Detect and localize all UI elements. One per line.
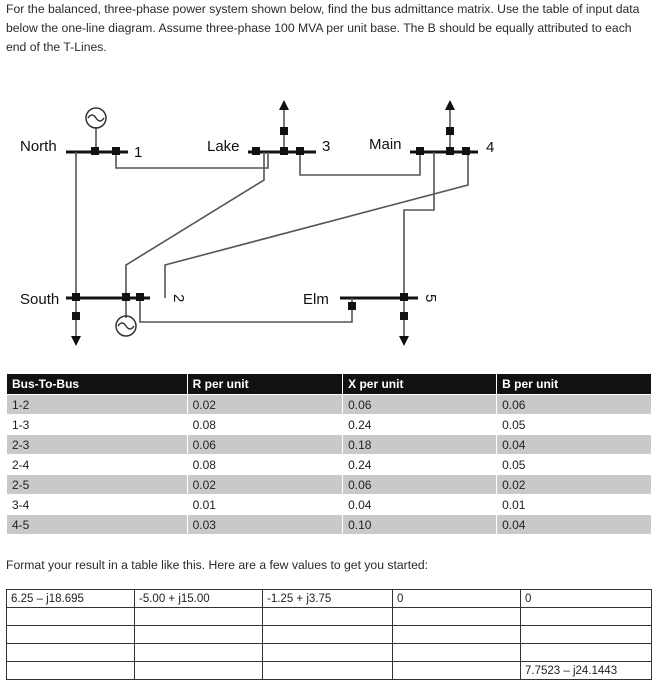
cell: 1-2 (7, 395, 187, 415)
col-header: R per unit (187, 374, 343, 395)
cell (7, 626, 135, 644)
cell: 0.05 (497, 415, 651, 435)
cell (7, 662, 135, 680)
table-row (7, 455, 651, 475)
cell: 0.04 (497, 515, 651, 535)
cell (393, 608, 521, 626)
cell (393, 626, 521, 644)
cell: 0.02 (187, 475, 343, 495)
cell (521, 608, 652, 626)
generator-north-icon (86, 108, 106, 128)
line-data-table (7, 374, 651, 534)
cell: 0.10 (343, 515, 497, 535)
bus-label-lake: Lake (207, 138, 240, 155)
table-row (7, 495, 651, 515)
cell: 4-5 (7, 515, 187, 535)
bus-label-main: Main (369, 136, 402, 153)
bus-label-south: South (20, 291, 60, 308)
cell: 3-4 (7, 495, 187, 515)
table-row (7, 662, 652, 680)
cell (393, 644, 521, 662)
cell (7, 608, 135, 626)
cell: 0.06 (343, 475, 497, 495)
generator-south-icon (116, 316, 136, 336)
cell: -5.00 + j15.00 (135, 590, 263, 608)
cell: 1-3 (7, 415, 187, 435)
format-note: Format your result in a table like this. Here are a few values to get you started: (6, 558, 429, 572)
cell: 0.01 (187, 495, 343, 515)
cell: 2-5 (7, 475, 187, 495)
cell: 0.24 (343, 415, 497, 435)
col-header: X per unit (343, 374, 497, 395)
bus-label-5: 5 (422, 294, 439, 303)
cell (7, 644, 135, 662)
cell: 0 (393, 590, 521, 608)
cell: 0.08 (187, 415, 343, 435)
cell: 0.18 (343, 435, 497, 455)
cell (393, 662, 521, 680)
cell: -1.25 + j3.75 (263, 590, 393, 608)
bus-label-elm: Elm (303, 291, 329, 308)
cell: 0.02 (497, 475, 651, 495)
cell (263, 626, 393, 644)
table-row (7, 435, 651, 455)
cell: 0.08 (187, 455, 343, 475)
cell (263, 662, 393, 680)
col-header: B per unit (497, 374, 651, 395)
cell: 7.7523 – j24.1443 (521, 662, 652, 680)
cell: 0.06 (187, 435, 343, 455)
one-line-diagram (0, 95, 659, 355)
cell (521, 626, 652, 644)
table-header-row (7, 374, 651, 395)
table-row (7, 626, 652, 644)
cell (263, 644, 393, 662)
col-header: Bus-To-Bus (7, 374, 187, 395)
cell: 0 (521, 590, 652, 608)
cell: 2-3 (7, 435, 187, 455)
bus-label-3: 3 (322, 138, 331, 155)
table-row (7, 515, 651, 535)
table-row (7, 590, 652, 608)
table-row (7, 415, 651, 435)
cell: 6.25 – j18.695 (7, 590, 135, 608)
cell (263, 608, 393, 626)
cell (135, 608, 263, 626)
bus-label-north: North (20, 138, 57, 155)
cell: 0.04 (343, 495, 497, 515)
cell: 0.06 (343, 395, 497, 415)
cell (135, 644, 263, 662)
table-row (7, 608, 652, 626)
cell: 0.02 (187, 395, 343, 415)
cell: 0.03 (187, 515, 343, 535)
cell: 0.01 (497, 495, 651, 515)
bus-label-4: 4 (486, 139, 495, 156)
table-row (7, 644, 652, 662)
table-row (7, 475, 651, 495)
ybus-template-table (6, 589, 652, 680)
bus-label-2: 2 (170, 294, 187, 303)
cell (521, 644, 652, 662)
cell (135, 662, 263, 680)
bus-label-1: 1 (134, 144, 143, 161)
cell: 0.04 (497, 435, 651, 455)
cell: 0.05 (497, 455, 651, 475)
cell: 0.06 (497, 395, 651, 415)
cell: 0.24 (343, 455, 497, 475)
cell (135, 626, 263, 644)
table-row (7, 395, 651, 415)
cell: 2-4 (7, 455, 187, 475)
problem-statement: For the balanced, three-phase power system shown below, find the bus admittance matrix. Use the table of input data below the one-line diagram. Assume three-phase 100 MVA per unit base. The B should be equally attributed to each end of the T-Lines. (6, 2, 640, 54)
